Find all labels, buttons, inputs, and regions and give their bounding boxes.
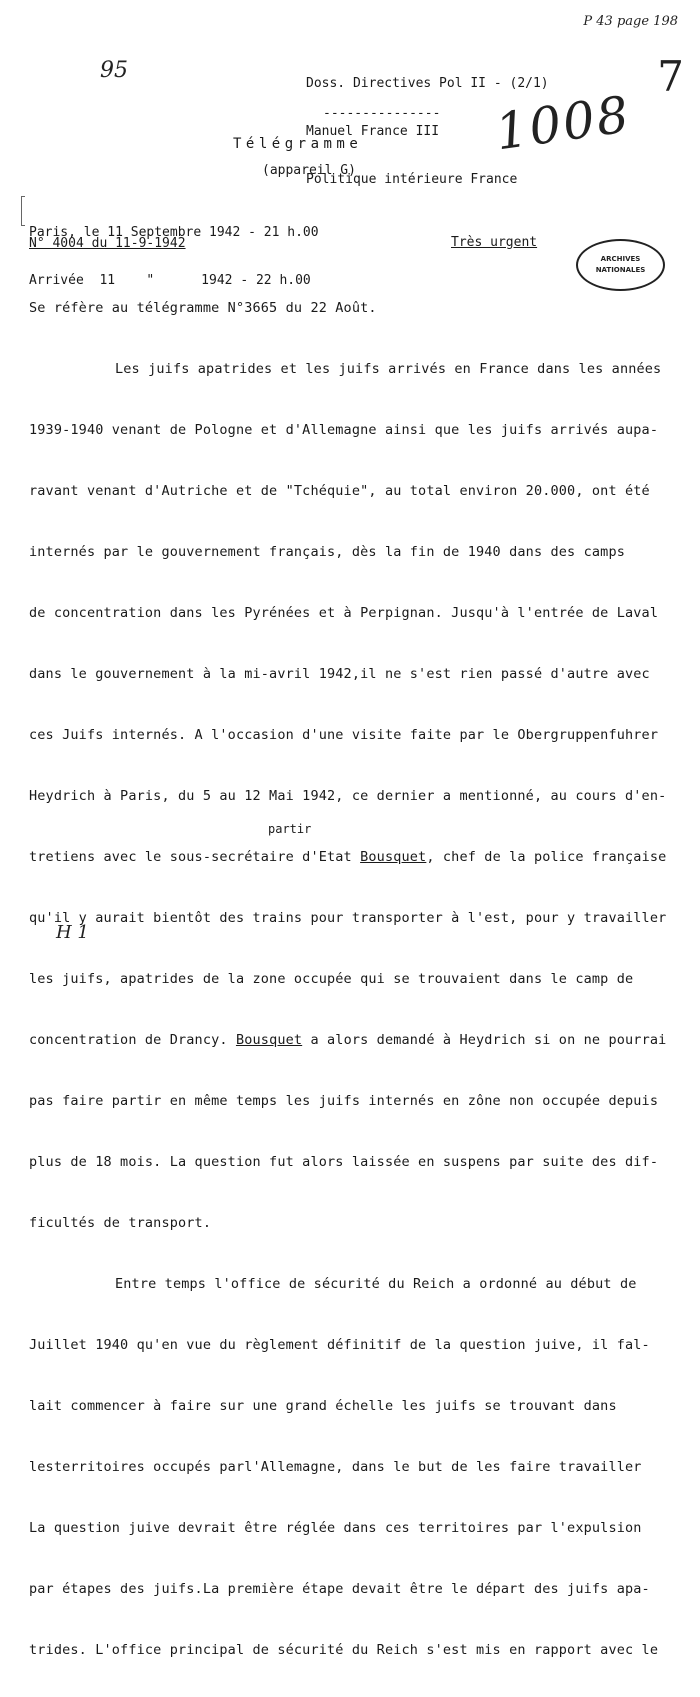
- body-line: pas faire partir en même temps les juifs internés en zône non occupée depuis: [29, 1093, 659, 1109]
- body-line: Heydrich à Paris, du 5 au 12 Mai 1942, ce dernier a mentionné, au cours d'en-: [29, 788, 667, 804]
- inserted-word: partir: [268, 822, 312, 836]
- body-line: plus de 18 mois. La question fut alors laissée en suspens par suite des dif-: [29, 1154, 659, 1170]
- dossier-line: Doss. Directives Pol II - (2/1): [306, 76, 549, 91]
- body-text: tretiens avec le sous-secrétaire d'Etat: [29, 849, 361, 865]
- body-line: ravant venant d'Autriche et de "Tchéquie", au total environ 20.000, ont été: [29, 483, 650, 499]
- telegram-number-text: N° 4004 du 11-9-1942: [29, 236, 186, 251]
- body-line: Juillet 1940 qu'en vue du règlement définitif de la question juive, il fal-: [29, 1337, 650, 1353]
- body-line: dans le gouvernement à la mi-avril 1942,il ne s'est rien passé d'autre avec: [29, 666, 650, 682]
- body-line: qu'il y aurait bientôt des trains pour transporter à l'est, pour y travailler: [29, 910, 667, 926]
- document-subtitle: (appareil G): [262, 163, 356, 178]
- stamp-line: ARCHIVES: [600, 255, 641, 263]
- telegram-number: [29, 236, 186, 252]
- date-bracket: [21, 196, 25, 226]
- stamp-line: NATIONALES: [595, 266, 646, 274]
- handwritten-number-annotation: 95: [100, 58, 128, 83]
- body-text: , chef de la police française: [426, 849, 667, 865]
- dossier-line: Politique intérieure France: [306, 172, 518, 187]
- body-line: 1939-1940 venant de Pologne et d'Allemagne ainsi que les juifs arrivés aupa-: [29, 422, 659, 438]
- body-line: Entre temps l'office de sécurité du Reich a ordonné au début de: [115, 1276, 637, 1292]
- handwritten-seven-annotation: 7: [657, 52, 684, 101]
- body-line: ces Juifs internés. A l'occasion d'une visite faite par le Obergruppenfuhrer: [29, 727, 659, 743]
- body-text: a alors demandé à Heydrich si on ne pourrai: [302, 1032, 667, 1048]
- archive-reference-annotation: P 43 page 198: [583, 14, 678, 29]
- telegram-body: [29, 262, 699, 1697]
- reference-sentence: Se réfère au télégramme N°3665 du 22 Août.: [29, 300, 377, 316]
- document-title: Télégramme: [233, 136, 363, 152]
- urgency-label: Très urgent: [451, 235, 538, 250]
- body-line: par étapes des juifs.La première étape devait être le départ des juifs apa-: [29, 1581, 650, 1597]
- body-line: Les juifs apatrides et les juifs arrivés en France dans les années: [115, 361, 662, 377]
- underlined-name: Bousquet: [235, 1032, 303, 1048]
- body-line: lesterritoires occupés parl'Allemagne, dans le but de les faire travailler: [29, 1459, 642, 1475]
- dossier-line: Manuel France III: [306, 124, 440, 139]
- body-line: trides. L'office principal de sécurité du Reich s'est mis en rapport avec le: [29, 1642, 659, 1658]
- body-line: [29, 1026, 699, 1055]
- handwritten-document-number: 1008: [492, 85, 635, 162]
- dossier-reference: [306, 44, 549, 220]
- handwritten-initials: H 1: [56, 922, 89, 943]
- body-line: lait commencer à faire sur une grand échelle les juifs se trouvant dans: [29, 1398, 617, 1414]
- body-line: internés par le gouvernement français, dès la fin de 1940 dans des camps: [29, 544, 625, 560]
- body-text: concentration de Drancy.: [29, 1032, 236, 1048]
- body-line: La question juive devrait être réglée dans ces territoires par l'expulsion: [29, 1520, 642, 1536]
- body-line: de concentration dans les Pyrénées et à Perpignan. Jusqu'à l'entrée de Laval: [29, 605, 659, 621]
- underlined-name: Bousquet: [360, 849, 427, 865]
- body-line: [29, 843, 699, 872]
- arrival-date: Arrivée 11 " 1942 - 22 h.00: [29, 273, 311, 288]
- header-separator: ---------------: [323, 106, 441, 121]
- sent-date: Paris, le 11 Septembre 1942 - 21 h.00: [29, 225, 319, 240]
- body-line: les juifs, apatrides de la zone occupée qui se trouvaient dans le camp de: [29, 971, 634, 987]
- body-line: ficultés de transport.: [29, 1215, 212, 1231]
